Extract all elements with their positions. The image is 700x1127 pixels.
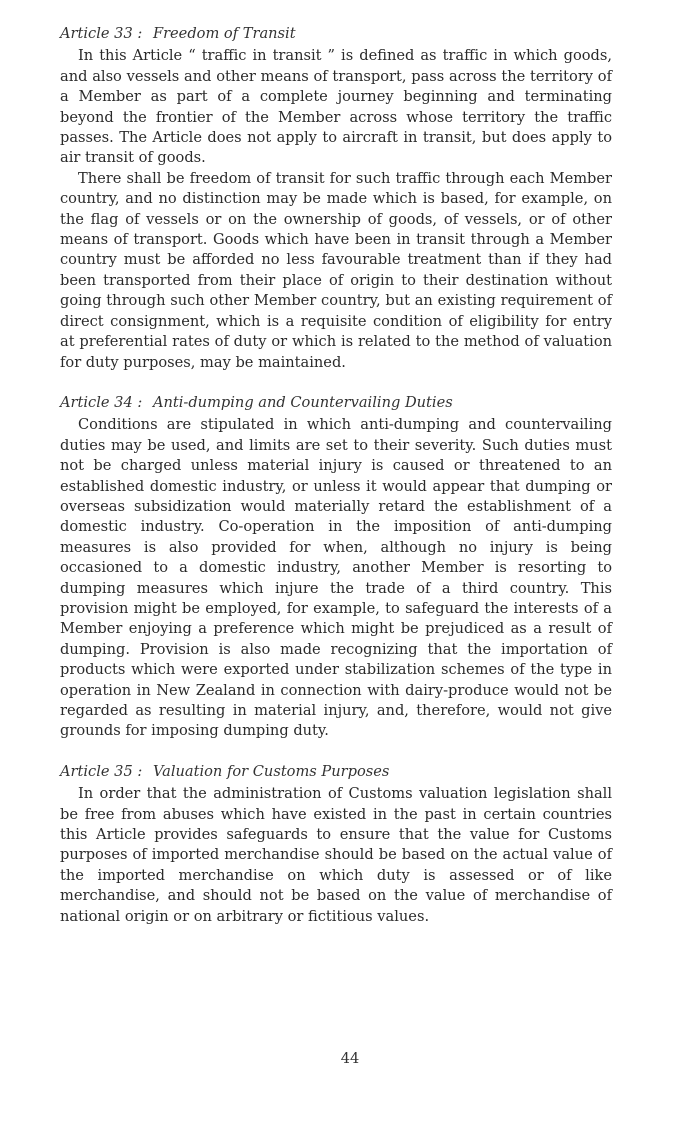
article-paragraph: In this Article “ traffic in transit ” is defined as traffic in which goods, and also vessels and other means of transport, pass across the territory of a Member as part of a complete journey beginning and terminating beyond the frontier of the Member across whose territory the traffic passes. The Article does not apply to aircraft in transit, but does apply to air transit of goods. — [60, 47, 612, 167]
page-number: 44 — [340, 1050, 360, 1067]
article-paragraph: In order that the administration of Customs valuation legislation shall be free from abuses which have existed in the past in certain countries this Article provides safeguards to ensure that the value for Customs purposes of imported merchandise should be based on the actual value of the imported merchandise on which duty is assessed or of like merchandise, and should not be based on the value of merchandise of national origin or on arbitrary or fictitious values. — [60, 785, 612, 925]
article-label: Article 34 : — [60, 393, 143, 411]
article-title: Freedom of Transit — [152, 25, 296, 42]
article-paragraph: There shall be freedom of transit for such traffic through each Member country, and no distinction may be made which is based, for example, on the flag of vessels or on the ownership of goods, of vessels, or of other means of transport. Goods which have been in transit through a Member country must be afforded no less favourable treatment than if they had been transported from their place of origin to their destination without going through such other Member country, but an existing requirement of direct consignment, which is a requisite condition of eligibility for entry at preferential rates of duty or which is related to the method of valuation for duty purposes, may be maintained. — [60, 169, 612, 371]
article-35 — [60, 762, 612, 927]
article-label: Article 33 : — [60, 25, 143, 42]
article-label: Article 35 : — [60, 762, 143, 780]
article-heading — [60, 393, 612, 413]
article-paragraph: Conditions are stipulated in which anti-dumping and countervailing duties may be used, and limits are set to their severity. Such duties must not be charged unless material injury is caused or threatened to an established domestic industry, or unless it would appear that dumping or overseas subsidization would materially retard the establishment of a domestic industry. Co-operation in the imposition of anti-dumping measures is also provided for when, although no injury is being occasioned to a domestic industry, another Member is resorting to dumping measures which injure the trade of a third country. This provision might be employed, for example, to safeguard the interests of a Member enjoying a preference which might be prejudiced as a result of dumping. Provision is also made recognizing that the importation of products which were exported under stabilization schemes of the type in operation in New Zealand in connection with dairy-produce would not be regarded as resulting in material injury, and, therefore, would not give grounds for imposing dumping duty. — [60, 416, 612, 740]
article-title: Anti-dumping and Countervailing Duties — [152, 393, 453, 411]
article-33 — [60, 24, 612, 373]
article-34 — [60, 393, 612, 742]
article-heading — [60, 24, 612, 44]
document-page — [60, 24, 612, 947]
article-heading — [60, 762, 612, 782]
article-title: Valuation for Customs Purposes — [152, 762, 390, 780]
